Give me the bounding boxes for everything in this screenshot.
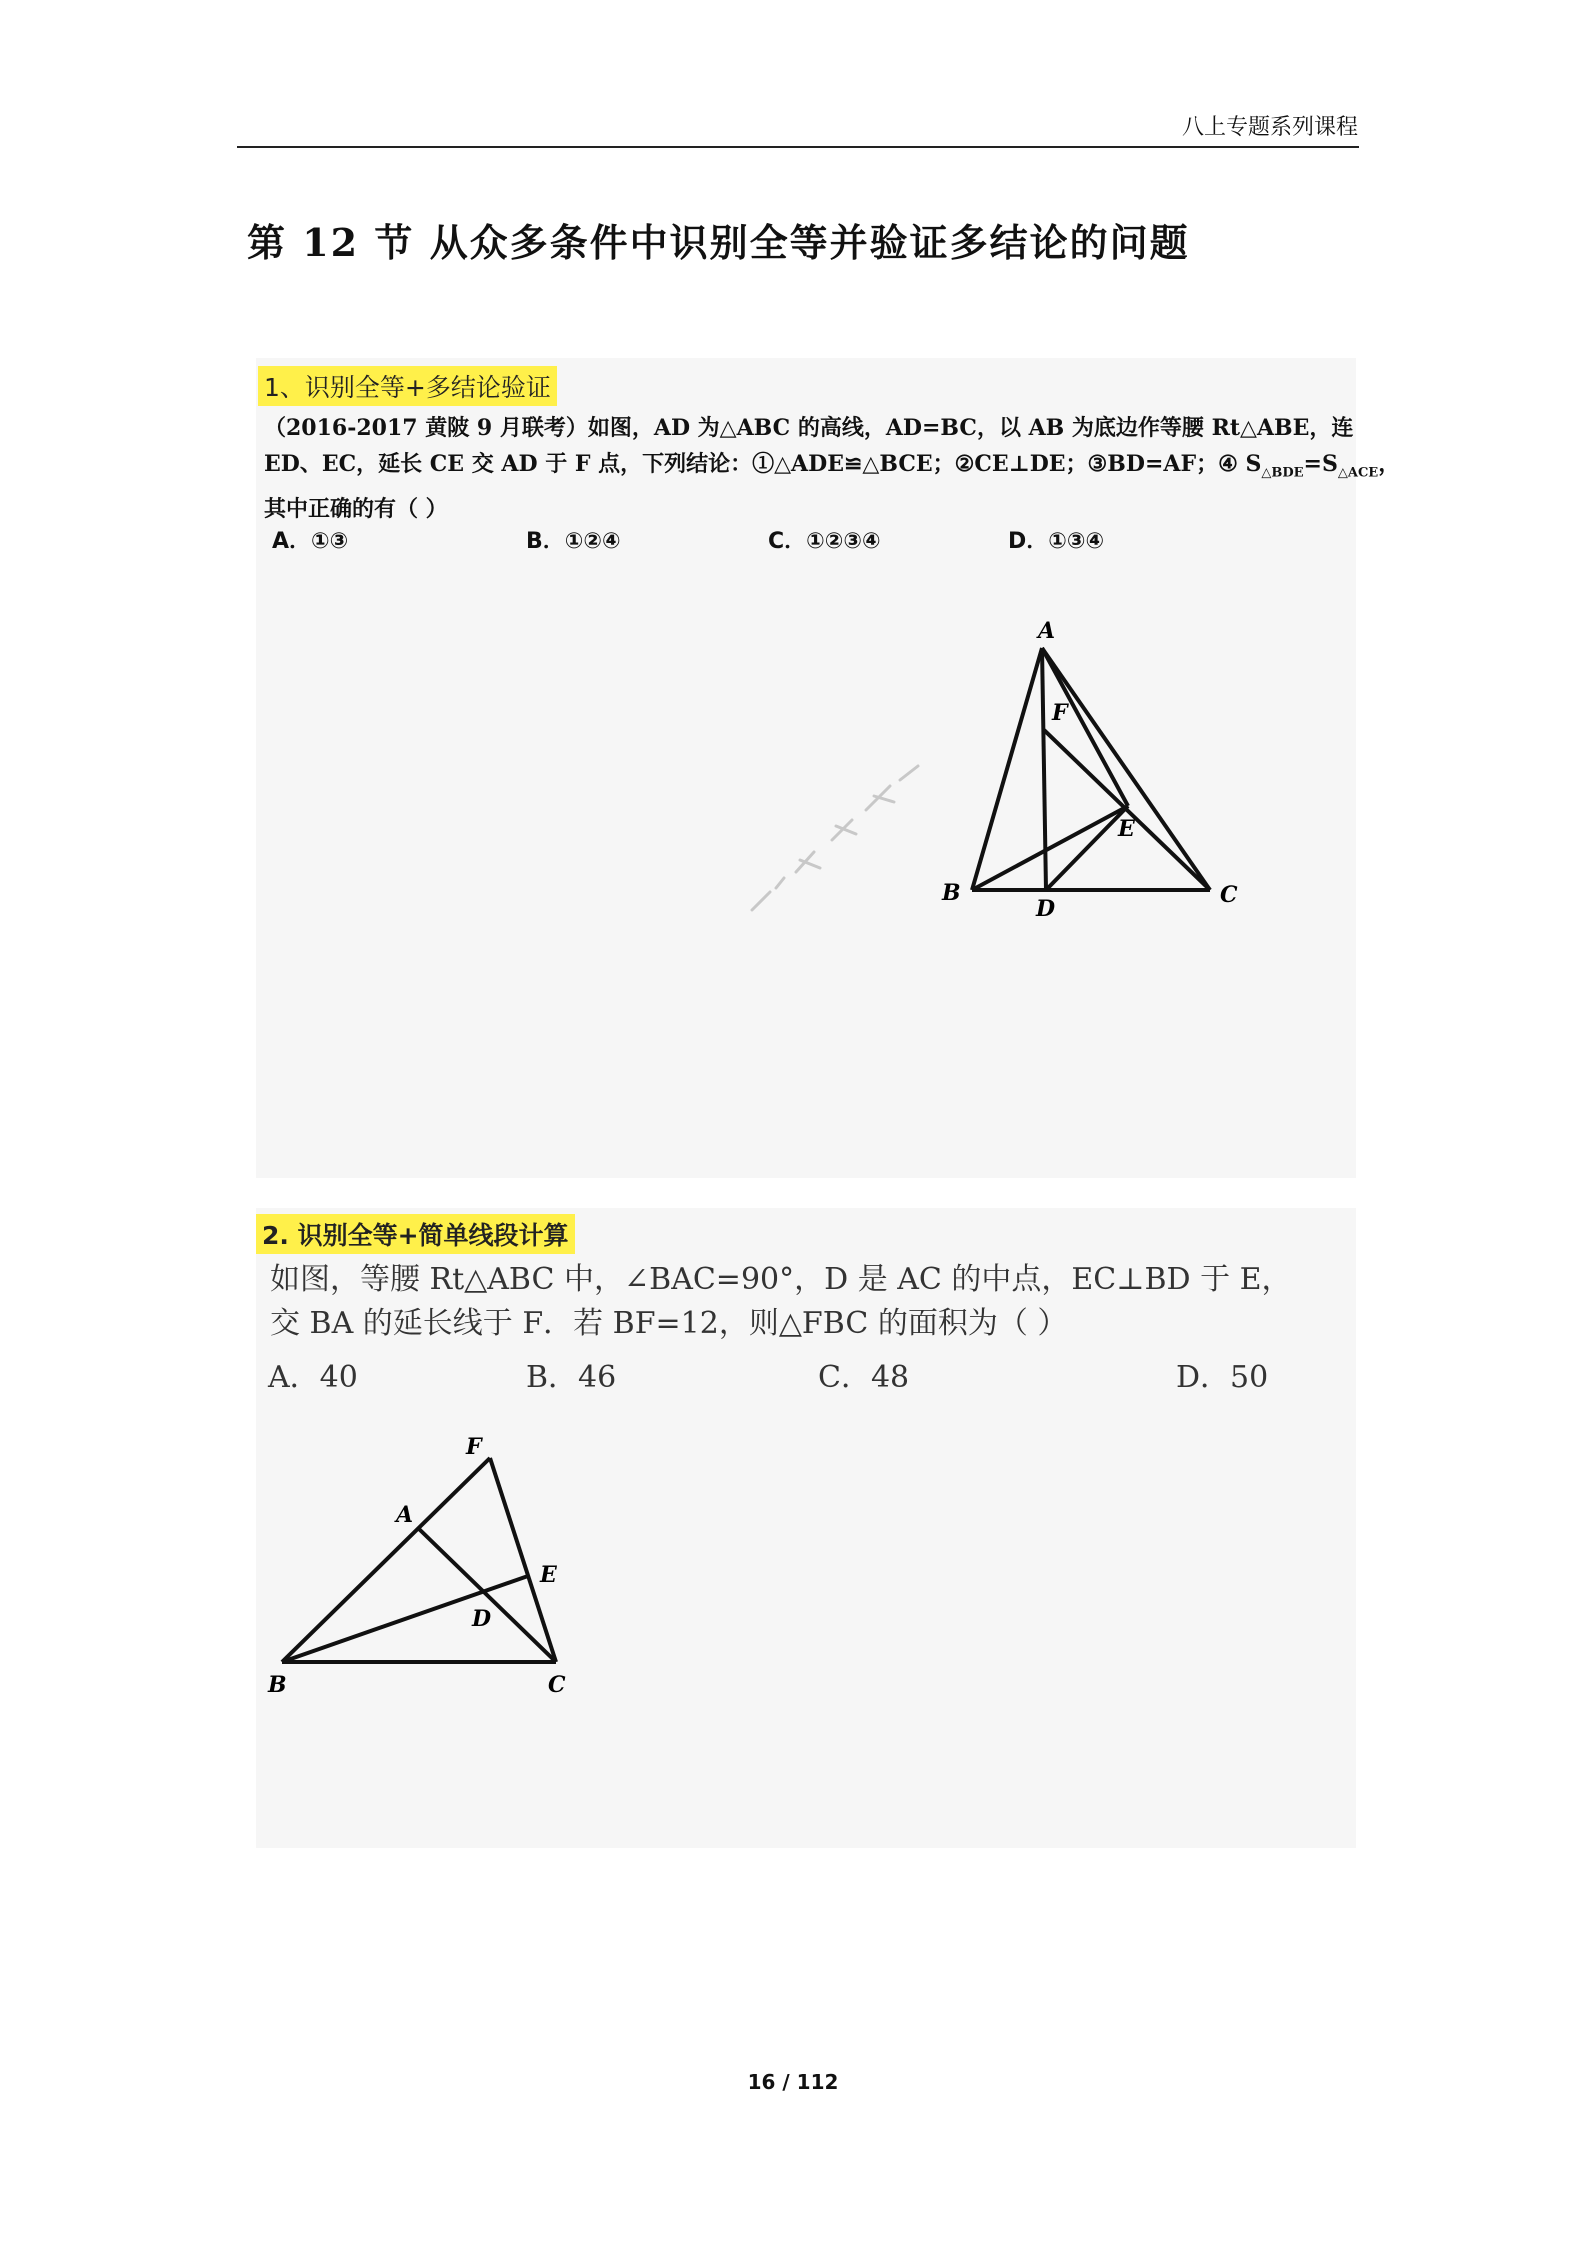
problem2-option-a: A．40 — [268, 1360, 358, 1395]
page-title: 第 12 节 从众多条件中识别全等并验证多结论的问题 — [247, 220, 1190, 265]
fig1-segment-ab — [972, 648, 1042, 890]
problem1-sub-bde: △BDE — [1261, 465, 1304, 481]
page-number: 16 / 112 — [747, 2070, 839, 2094]
problem2-text — [270, 1258, 1360, 1346]
problem2-option-b: B．46 — [526, 1360, 617, 1395]
problem1-option-d: D．①③④ — [1008, 529, 1105, 554]
fig1-label-b: B — [942, 880, 961, 906]
problem2-option-d: D．50 — [1176, 1360, 1269, 1395]
fig1-segment-ae — [1042, 648, 1128, 806]
header-rule — [237, 146, 1359, 148]
problem2-option-c: C．48 — [818, 1360, 910, 1395]
fig2-segment-be — [282, 1576, 528, 1662]
fig1-segment-be — [972, 806, 1128, 890]
problem1-figure — [920, 610, 1250, 920]
problem2-line-1: 如图，等腰 Rt△ABC 中，∠BAC=90°，D 是 AC 的中点，EC⊥BD 于 E， — [270, 1262, 1292, 1297]
problem1-line-2-end: ， — [1378, 451, 1401, 477]
fig1-label-f: F — [1052, 700, 1068, 726]
problem1-line-3: 其中正确的有（ ） — [264, 496, 448, 523]
problem2-figure — [262, 1432, 582, 1700]
fig1-label-d: D — [1036, 896, 1056, 920]
fig1-label-c: C — [1220, 882, 1238, 908]
problem2-heading: 2. 识别全等+简单线段计算 — [256, 1214, 575, 1254]
fig1-segment-de — [1046, 806, 1128, 890]
problem1-text — [264, 410, 1401, 527]
problem1-eq-s: =S — [1303, 451, 1338, 477]
problem1-option-a: A．①③ — [272, 529, 349, 554]
header-course-title: 八上专题系列课程 — [1181, 115, 1358, 140]
fig2-label-f: F — [466, 1434, 482, 1460]
fig1-label-a: A — [1038, 618, 1056, 644]
watermark-mark — [740, 760, 940, 930]
problem1-heading: 1、识别全等+多结论验证 — [258, 366, 557, 406]
fig2-label-c: C — [548, 1672, 566, 1698]
problem1-line-1: （2016-2017 黄陂 9 月联考）如图，AD 为△ABC 的高线，AD=BC，以 AB 为底边作等腰 Rt△ABE，连 — [264, 415, 1354, 441]
fig1-segment-ac — [1042, 648, 1210, 890]
fig2-segment-bf — [282, 1458, 490, 1662]
fig2-label-b: B — [268, 1672, 287, 1698]
problem1-option-b: B．①②④ — [526, 529, 621, 554]
problem1-sub-ace: △ACE — [1337, 465, 1379, 481]
fig2-label-d: D — [472, 1606, 492, 1632]
fig1-label-e: E — [1118, 816, 1135, 842]
fig2-label-e: E — [540, 1562, 557, 1588]
fig2-label-a: A — [396, 1502, 414, 1528]
problem1-line-2 — [264, 446, 1401, 491]
problem1-option-c: C．①②③④ — [768, 529, 881, 554]
problem1-line-2-text: ED、EC，延长 CE 交 AD 于 F 点，下列结论：①△ADE≌△BCE；②CE⊥DE；③BD=AF；④ S — [264, 451, 1262, 477]
problem2-line-2: 交 BA 的延长线于 F．若 BF=12，则△FBC 的面积为（ ） — [270, 1306, 1068, 1341]
